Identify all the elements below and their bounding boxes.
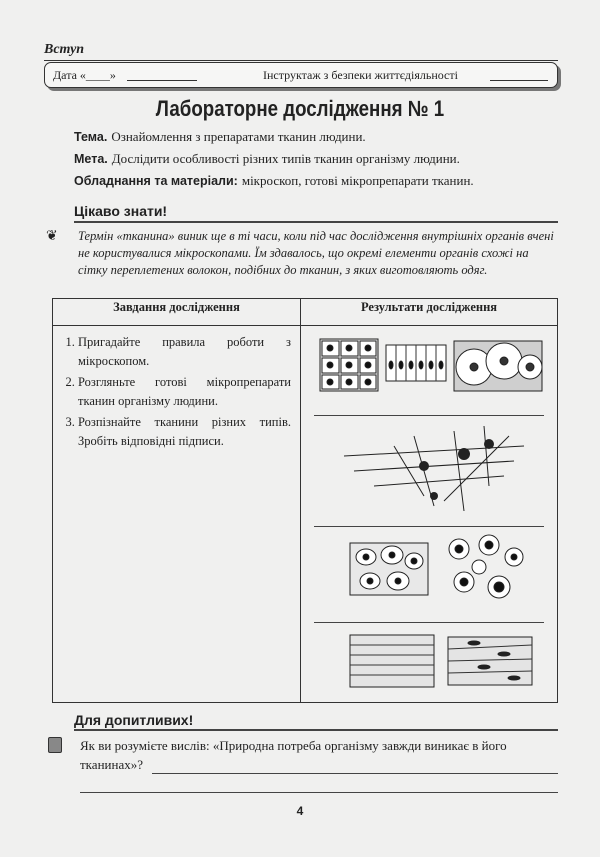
curious-heading: Для допитливих!: [74, 712, 194, 728]
safety-label: Інструктаж з безпеки життєдіяльності: [263, 68, 458, 82]
task-item: 3. Розпізнайте тканини різних типів. Зробіть відповідні підписи.: [78, 413, 291, 451]
connective-tissue-figure[interactable]: [314, 527, 544, 623]
leaf-icon: ❦: [46, 229, 58, 244]
interesting-heading: Цікаво знати!: [74, 203, 168, 219]
interesting-text: Термін «тканина» виник ще в ті часи, коли під час дослідження внутрішніх органів вчені не користувалися мікроскопами. Їм здавалось, що окремі елементи органів схожі на сітку переплетених волокон, подібних до тканин, з яких виготовляють одяг.: [78, 229, 554, 277]
book-icon: [48, 737, 62, 753]
header-divider: [44, 60, 558, 61]
tasks-cell: [53, 326, 301, 703]
equipment-label: Обладнання та матеріали:: [74, 174, 238, 188]
topic-text: Ознайомлення з препаратами тканин людини.: [111, 129, 366, 144]
curious-question: Як ви розумієте вислів: «Природна потреба організму завжди виникає в його тканинах»?: [80, 738, 507, 772]
nervous-tissue-figure[interactable]: [314, 416, 544, 527]
equipment-text: мікроскоп, готові мікропрепарати тканин.: [241, 173, 474, 188]
goal-label: Мета.: [74, 152, 108, 166]
muscle-tissue-figure[interactable]: [314, 623, 544, 701]
page-number: 4: [296, 804, 304, 818]
heading-rule: [74, 729, 558, 731]
topic-label: Тема.: [74, 130, 108, 144]
task-item: 2. Розгляньте готові мікропрепарати тканин організму людини.: [78, 373, 291, 411]
goal-line: [74, 150, 460, 168]
goal-text: Дослідити особливості різних типів тканин організму людини.: [111, 151, 460, 166]
topic-line: [74, 128, 366, 146]
results-header: Результати дослідження: [301, 299, 558, 326]
safety-blank[interactable]: [490, 80, 548, 81]
tasks-header: Завдання дослідження: [53, 299, 301, 326]
task-item: 1. Пригадайте правила роботи з мікроскопом.: [78, 333, 291, 371]
date-label: Дата «____»: [53, 68, 116, 82]
epithelial-tissue-figure[interactable]: [314, 327, 544, 416]
answer-line[interactable]: [152, 773, 558, 774]
date-blank[interactable]: [127, 80, 197, 81]
equipment-line: [74, 172, 474, 190]
page-title: Лабораторне дослідження № 1: [155, 96, 445, 121]
heading-rule: [74, 221, 558, 223]
section-header: Вступ: [44, 42, 85, 57]
date-safety-bar: [44, 62, 558, 88]
research-table: [52, 298, 558, 703]
results-cell: [301, 326, 558, 703]
answer-line[interactable]: [80, 792, 558, 793]
